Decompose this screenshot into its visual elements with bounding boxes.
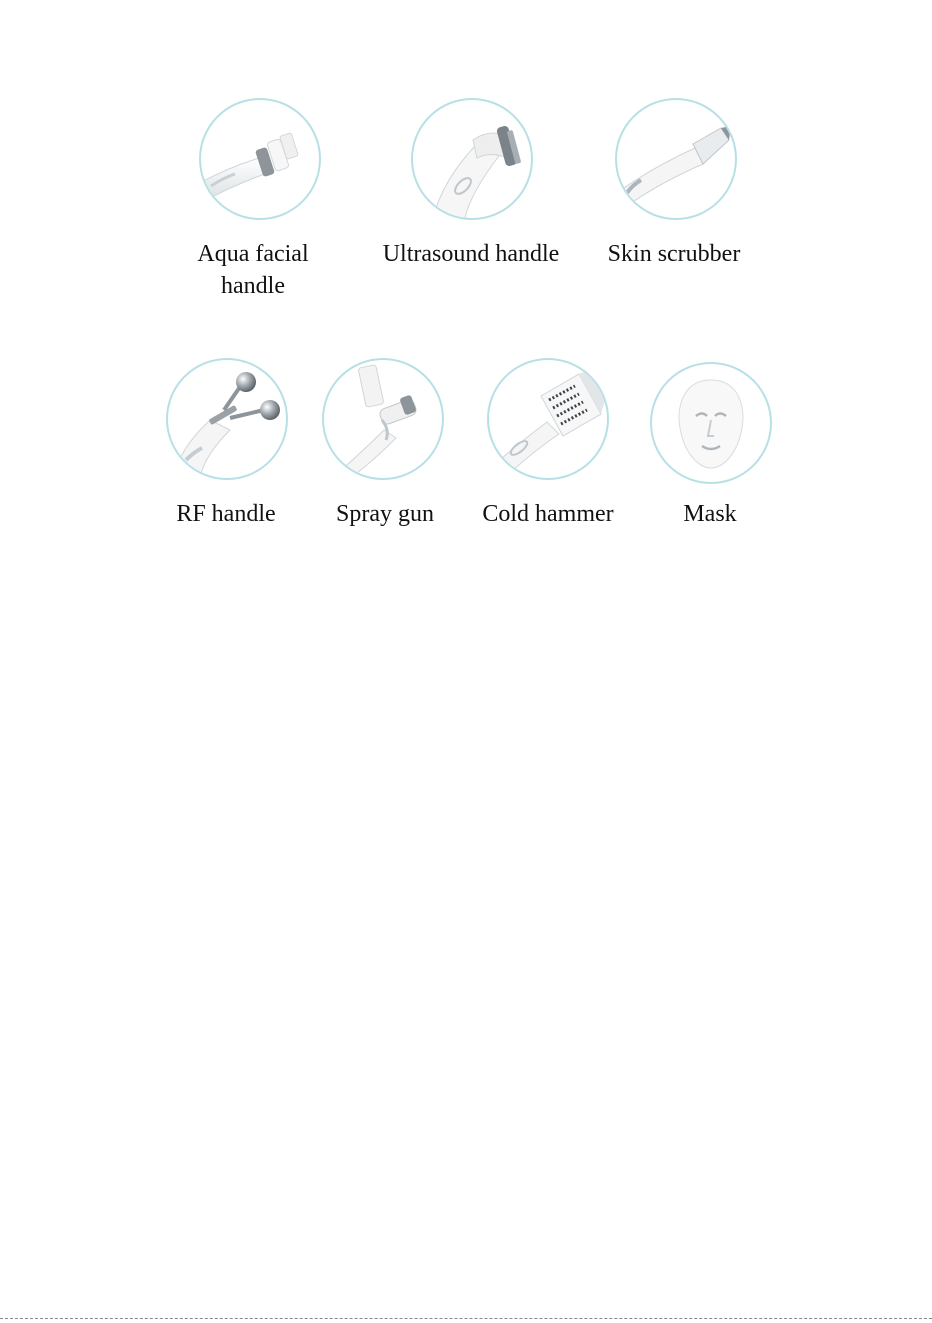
item-aqua-facial-handle bbox=[199, 98, 323, 222]
mask-icon bbox=[650, 362, 772, 484]
item-cold-hammer bbox=[487, 358, 611, 482]
item-label-ultrasound: Ultrasound handle bbox=[382, 241, 560, 267]
item-label-aqua-facial: Aqua facial handle bbox=[197, 241, 309, 299]
item-label-rf-handle: RF handle bbox=[176, 501, 276, 527]
ultrasound-handle-icon bbox=[411, 98, 533, 220]
item-label-spray-gun: Spray gun bbox=[336, 501, 434, 527]
page-bottom-rule bbox=[0, 1318, 932, 1319]
item-rf-handle bbox=[166, 358, 290, 482]
item-spray-gun bbox=[322, 358, 446, 482]
rf-handle-icon bbox=[166, 358, 288, 480]
item-mask bbox=[650, 362, 774, 486]
item-label-cold-hammer: Cold hammer bbox=[482, 501, 614, 527]
item-ultrasound-handle bbox=[411, 98, 535, 222]
spray-gun-icon bbox=[322, 358, 444, 480]
cold-hammer-icon bbox=[487, 358, 609, 480]
item-skin-scrubber bbox=[615, 98, 739, 222]
aqua-facial-handle-icon bbox=[199, 98, 321, 220]
skin-scrubber-icon bbox=[615, 98, 737, 220]
item-label-skin-scrubber: Skin scrubber bbox=[607, 241, 741, 267]
item-label-mask: Mask bbox=[683, 501, 737, 527]
